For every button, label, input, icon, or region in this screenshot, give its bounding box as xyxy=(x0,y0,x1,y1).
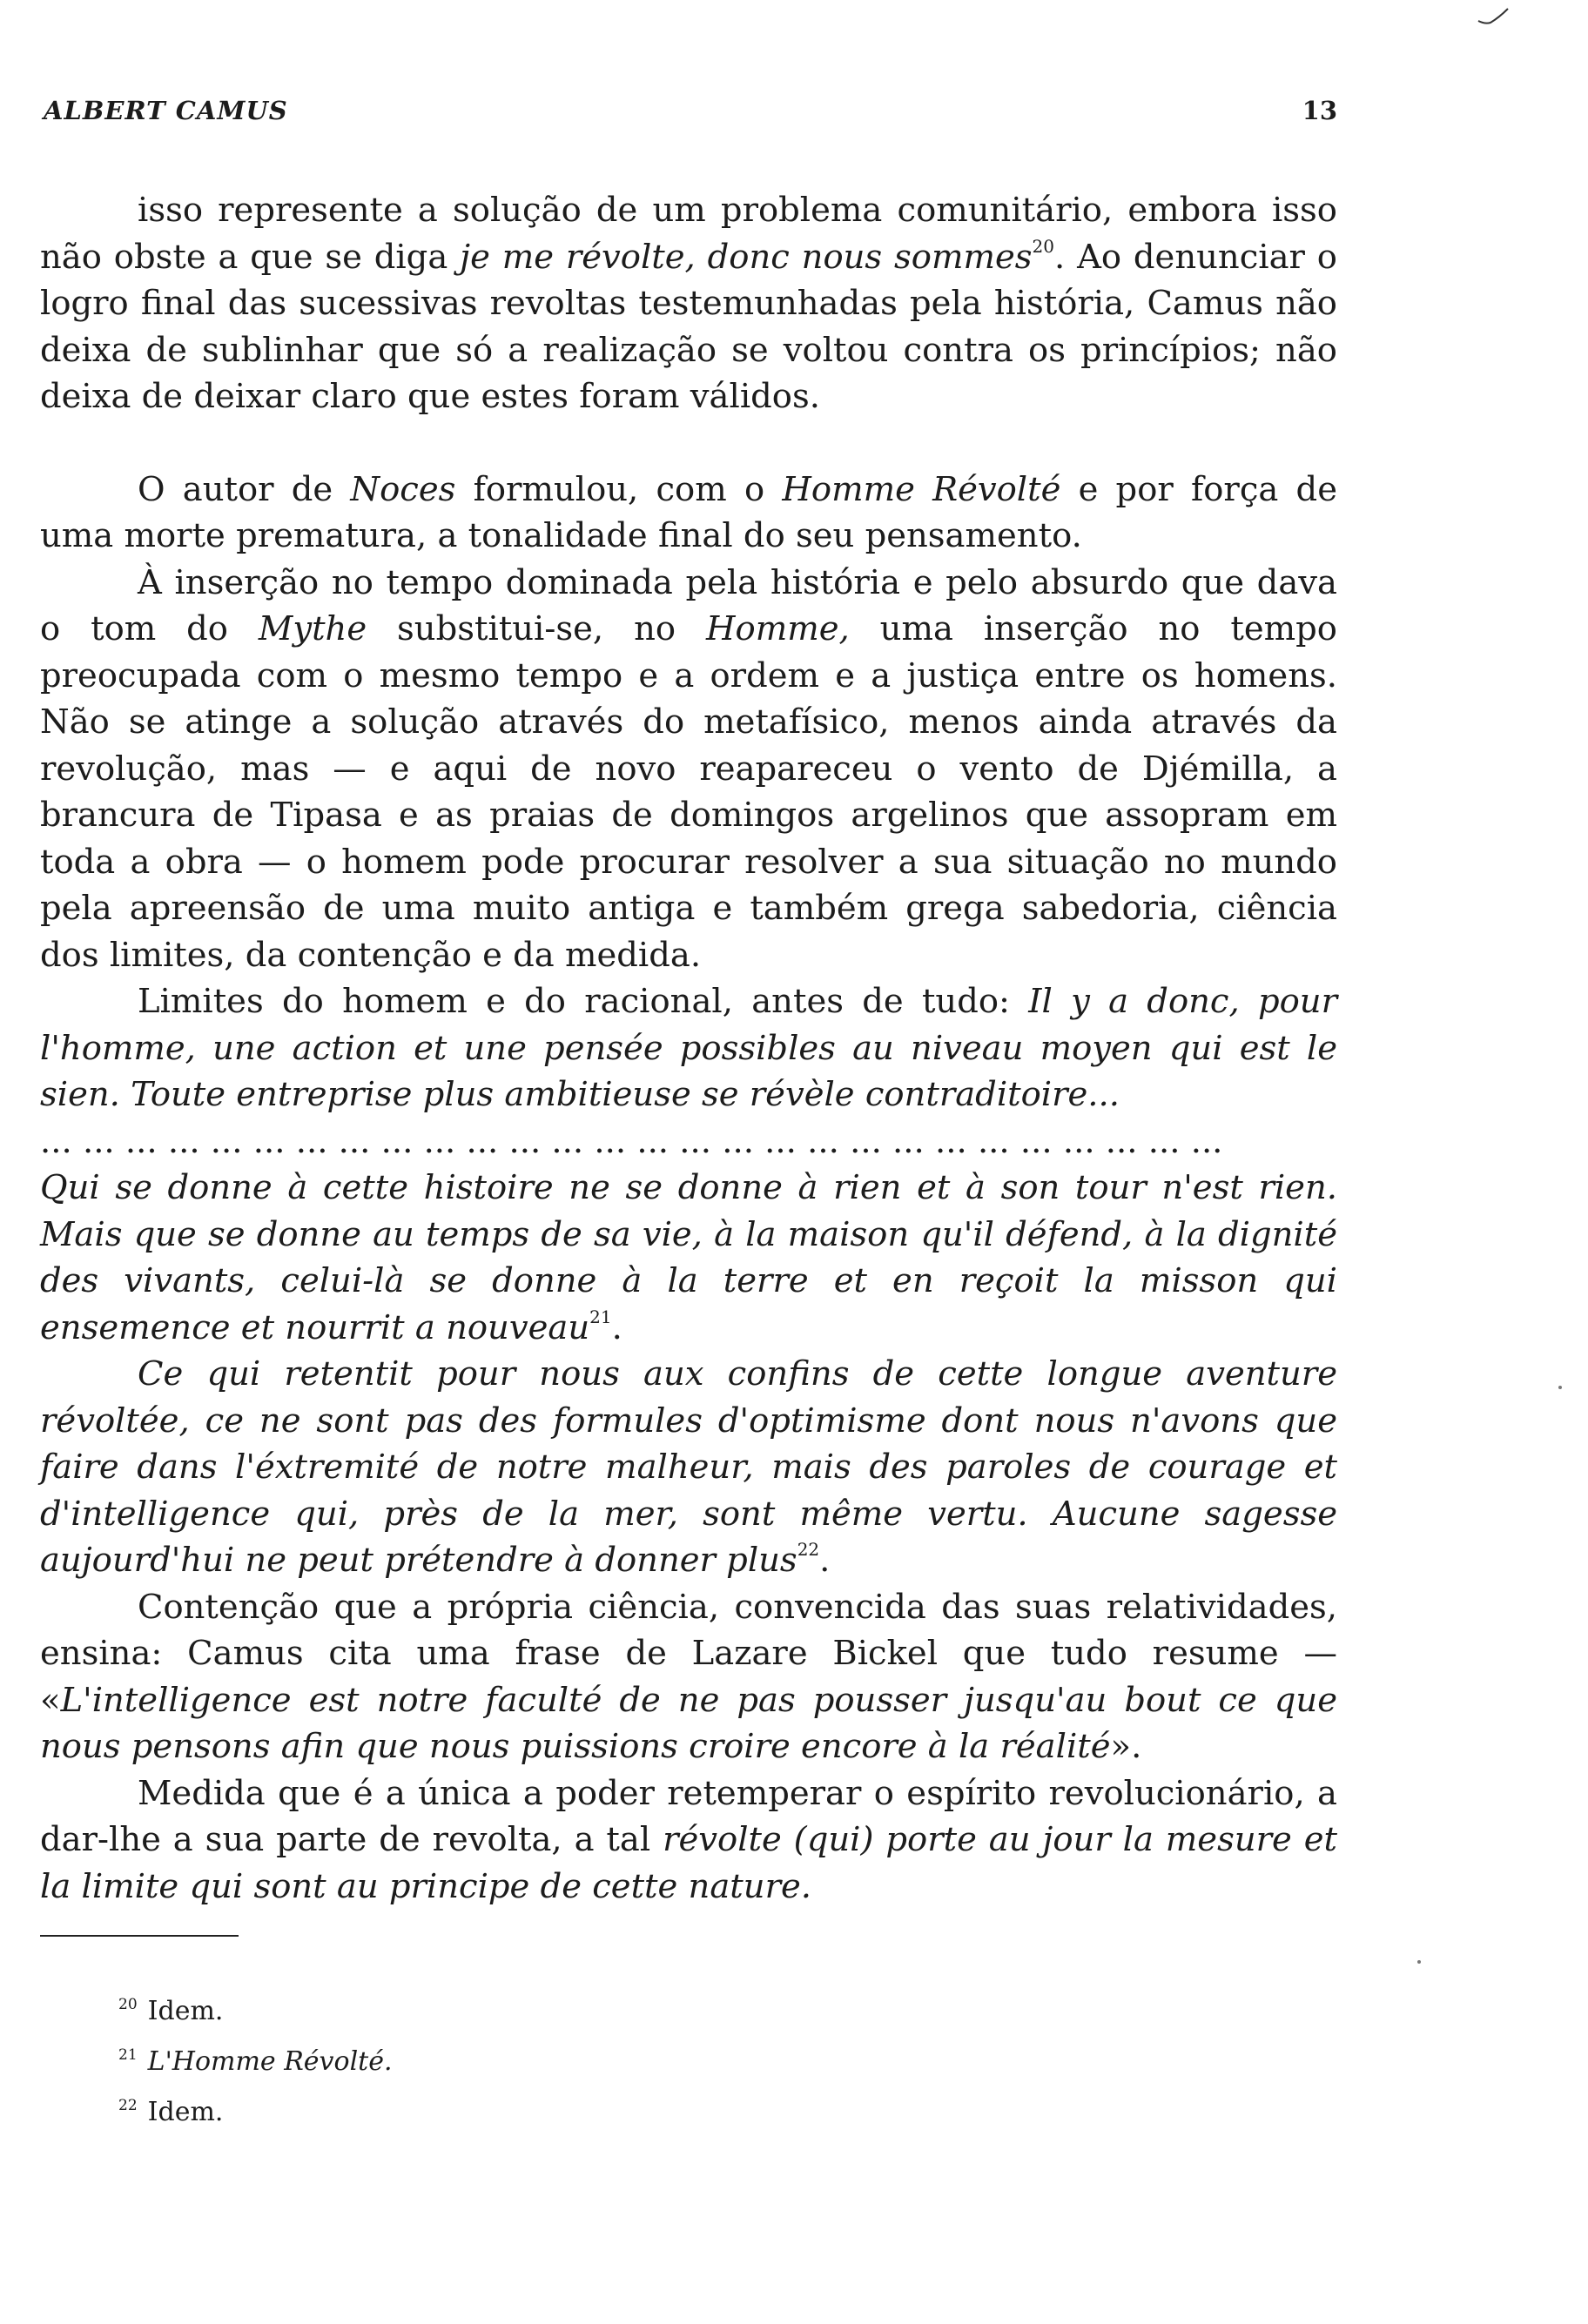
paragraph xyxy=(40,978,1337,1118)
italic-run: Noces xyxy=(350,469,456,509)
paragraph xyxy=(40,1351,1337,1584)
pencil-tick-mark xyxy=(1477,7,1510,26)
text-run: isso represente a solução de um problema comunitário, embora isso não obste a que se diga xyxy=(40,191,1337,277)
footnote-ref: 22 xyxy=(797,1539,820,1560)
italic-run: Il y a donc, pour l'homme, une action et une pensée possibles au niveau moyen qui est le sien. Toute entreprise plus ambitieuse se révèle contraditoire... xyxy=(40,982,1338,1114)
paragraph xyxy=(40,467,1337,560)
footnote-rule xyxy=(40,1935,239,1937)
footnote xyxy=(118,1983,393,2033)
footnote-ref: 21 xyxy=(589,1306,612,1327)
italic-run: Mythe xyxy=(258,609,367,648)
footnote-number: 22 xyxy=(118,2097,138,2114)
running-head xyxy=(44,96,1337,132)
text-run: Limites do homem e do racional, antes de tudo: xyxy=(138,982,1029,1021)
italic-run: L'Homme Révolté. xyxy=(147,2046,393,2077)
text-run: O autor de xyxy=(138,469,351,509)
stray-dot xyxy=(1417,1960,1421,1964)
footnote xyxy=(118,2033,393,2084)
text-run: ». xyxy=(1110,1727,1142,1766)
paragraph xyxy=(40,187,1337,420)
stray-dot xyxy=(1558,1386,1562,1389)
paragraph xyxy=(40,1584,1337,1770)
text-run: . Ao denunciar o logro final das sucessivas revoltas testemunhadas pela história, Camus não deixa de sublinhar que só a realização se voltou contra os princípios; não deixa de deixar claro que estes foram válidos. xyxy=(40,237,1337,416)
running-head-author: ALBERT CAMUS xyxy=(44,96,288,125)
paragraph xyxy=(40,560,1337,979)
italic-run: je me révolte, donc nous sommes xyxy=(460,237,1033,277)
text-run: Idem. xyxy=(147,1996,224,2026)
footnote xyxy=(118,2084,393,2134)
text-run: formulou, com o xyxy=(455,469,783,509)
text-run: . xyxy=(819,1541,831,1580)
italic-run: Qui se donne à cette histoire ne se donne à rien et à son tour n'est rien. Mais que se donne au temps de sa vie, à la maison qu'il défend, à la dignité des vivants, celui-là se donne à la terre et en reçoit la misson qui ensemence et nourrit a nouveau xyxy=(40,1168,1337,1347)
italic-run: Ce qui retentit pour nous aux confins de cette longue aventure révoltée, ce ne sont pas des formules d'optimisme dont nous n'avons que faire dans l'éxtremité de notre malheur, mais des paroles de courage et d'intelligence qui, près de la mer, sont même vertu. Aucune sagesse aujourd'hui ne peut prétendre à donner plus xyxy=(40,1354,1337,1580)
text-run: e por força de uma morte prematura, a tonalidade final do seu pensamento. xyxy=(40,469,1337,555)
paragraph xyxy=(40,1770,1337,1911)
body-text xyxy=(40,187,1337,1910)
text-run: uma inserção no tempo preocupada com o mesmo tempo e a ordem e a justiça entre os homens. Não se atinge a solução através do metafísico, menos ainda através da revolução, mas — e aqui de novo reapareceu o vento de Djémilla, a brancura de Tipasa e as praias de domingos argelinos que assopram em toda a obra — o homem pode procurar resolver a sua situação no mundo pela apreensão de uma muito antiga e também grega sabedoria, ciência dos limites, da contenção e da medida. xyxy=(40,609,1337,975)
text-run: Medida que é a única a poder retemperar o espírito revolucionário, a dar-lhe a sua parte de revolta, a tal xyxy=(40,1773,1337,1859)
text-run: . xyxy=(611,1307,622,1347)
page-number: 13 xyxy=(1302,96,1337,125)
text-run: ... ... ... ... ... ... ... ... ... ... ... ... ... ... ... ... ... ... ... ... ... ... ... ... ... ... ... ... xyxy=(40,1121,1223,1161)
italic-run: Homme, xyxy=(705,609,850,648)
italic-run: révolte (qui) porte au jour la mesure et la limite qui sont au principe de cette nature. xyxy=(40,1820,1337,1906)
text-run: Contenção que a própria ciência, convencida das suas relatividades, ensina: Camus cita uma frase de Lazare Bickel que tudo resume — « xyxy=(40,1587,1337,1720)
text-run: À inserção no tempo dominada pela história e pelo absurdo que dava o tom do xyxy=(40,562,1337,648)
paragraph xyxy=(40,1165,1337,1351)
footnote-ref: 20 xyxy=(1032,235,1054,257)
italic-run: L'intelligence est notre faculté de ne pas pousser jusqu'au bout ce que nous pensons afin que nous puissions croire encore à la réalité xyxy=(40,1680,1337,1766)
footnote-number: 21 xyxy=(118,2046,138,2064)
text-run: Idem. xyxy=(147,2097,224,2127)
footnote-number: 20 xyxy=(118,1996,138,2013)
italic-run: Homme Révolté xyxy=(782,469,1061,509)
ellipsis-row xyxy=(40,1118,1337,1165)
footnotes xyxy=(118,1983,393,2134)
text-run: substitui-se, no xyxy=(367,609,706,648)
